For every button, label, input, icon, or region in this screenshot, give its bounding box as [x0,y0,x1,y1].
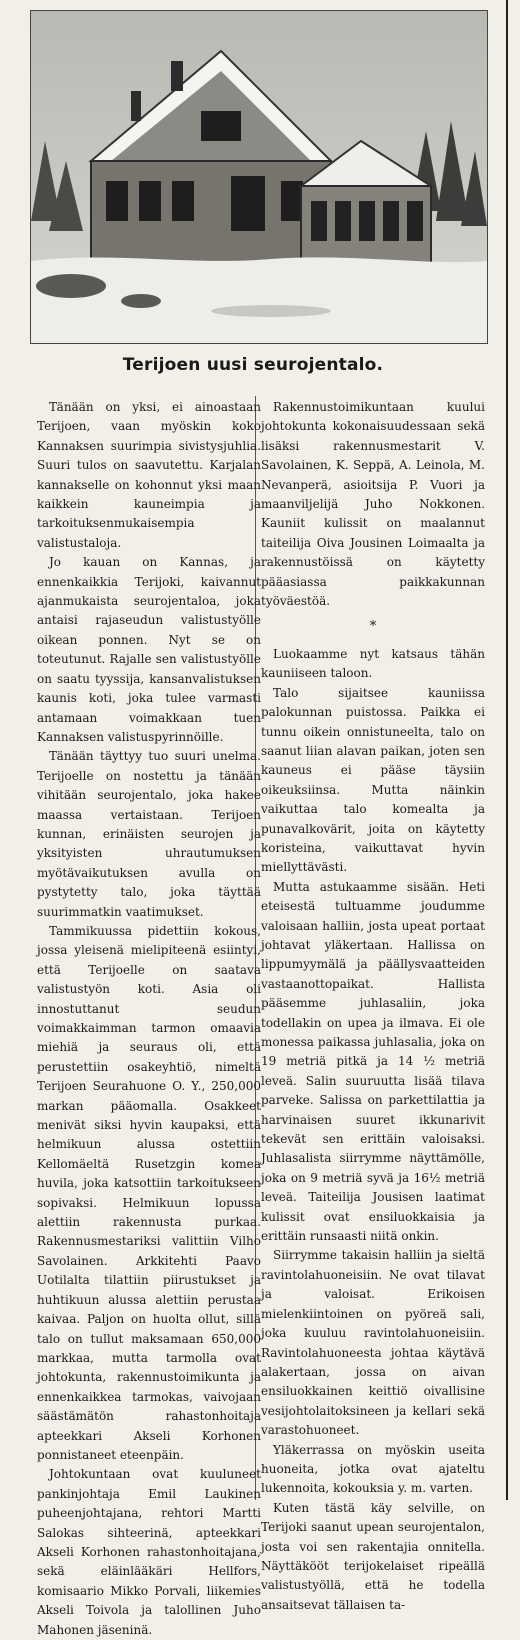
paragraph: Rakennustoimikuntaan kuului johtokunta kokonaisuudessaan sekä lisäksi rakennusmestarit V. Savolainen, K. Seppä, A. Leinola, M. Nevanperä, asioitsija P. Vuori ja maanviljelijä Juho Nokkonen. Kauniit kulissit on maalannut taiteilija Oiva Jousinen Loimaalta ja rakennustöissä on käytetty pääasiassa paikkakunnan työväestöä. [261,400,485,609]
paragraph: Jo kauan on Kannas, ja ennenkaikkia Terijoki, kaivannut ajanmukaista seurojentaloa, joka antaisi rajaseudun valistustyölle oikean ponnen. Nyt se on toteutunut. Rajalle sen valistustyölle on saatu tyyssija, kansanvalistuksen kaunis koti, joka tulee varmasti antamaan voimakkaan tuen Kannaksen valistuspyrinnöille. [37,555,261,744]
building-photo-icon [31,11,487,343]
page-edge-rule [506,0,508,1500]
article-headline: Terijoen uusi seurojentalo. [122,355,384,375]
right-column [261,398,485,1612]
left-column [37,398,261,1637]
paragraph: Talo sijaitsee kauniissa palokunnan puistossa. Paikka ei tunnu oikein onnistuneelta, talo on saanut liian alavan paikan, joten sen kauneus ei pääse täysiin oikeuksiinsa. Mutta näinkin vaikuttaa talo komealta ja punavalkovärit, joita on käytetty koristeina, vaikuttavat hyvin miellyttävästi. [261,685,485,875]
paragraph: Yläkerrassa on myöskin useita huoneita, jotka ovat ajateltu lukennoita, kokouksia y. m. varten. [261,1442,485,1496]
paragraph: Kuten tästä käy selville, on Terijoki saanut upean seurojentalon, josta voi sen rakentajia onnitella. Näyttäkööt terijokelaiset ripeällä valistustyöllä, että he todella ansaitsevat tällaisen ta- [261,1500,485,1612]
section-separator: * [369,619,377,635]
paragraph: Tammikuussa pidettiin kokous, jossa yleisenä mielipiteenä esiintyi, että Terijoelle on saatava valistustyön koti. Asia oli innostuttanut seudun voimakkaimman tarmon omaavia miehiä ja seuraus oli, että perustettiin osakeyhtiö, nimeltä Terijoen Seurahuone O. Y., 250,000 markan pääomalla. Osakkeet menivät siksi hyvin kaupaksi, että helmikuun alussa ostettiin Kellomäeltä Rusetzgin komea huvila, joka katsottiin tarkoitukseen sopivaksi. Helmikuun lopussa alettiin rakennusta purkaa. Rakennusmestariksi valittiin Vilho Savolainen. Arkkitehti Paavo Uotilalta tilattiin piirustukset ja huhtikuun alussa alettiin perustaa kaivaa. Paljon on huolta ollut, sillä talo on tullut maksamaan 650,000 markkaa, mutta tarmolla ovat johtokunta, rakennustoimikunta ja ennenkaikkea tarmokas, vaivojaan säästämätön rahastonhoitaja apteekkari Akseli Korhonen ponnistaneet eteenpäin. [37,923,261,1462]
paragraph: Siirrymme takaisin halliin ja sieltä ravintolahuoneisiin. Ne ovat tilavat ja valoisat. Erikoisen mielenkiintoinen on pyöreä sali, joka kuuluu ravintolahuoneisiin. Ravintolahuoneesta johtaa käytävä alakertaan, jossa on aivan ensiluokkainen keittiö oivallisine vesijohtolaitoksineen ja kellari sekä varastohuoneet. [261,1248,485,1438]
paragraph: Mutta astukaamme sisään. Heti eteisestä tultuamme joudumme valoisaan halliin, josta upeat portaat johtavat yläkertaan. Hallissa on lippumyymälä ja päällysvaatteiden vastaanottopaikat. Hallista pääsemme juhlasaliin, joka todellakin on upea ja ilmava. Ei ole monessa paikassa juhlasalia, joka on 19 metriä pitkä ja 14 ½ metriä leveä. Salin suuruutta lisää tilava parveke. Salissa on parkettilattia ja harvinaisen suuret ikkunarivit tekevät sen erittäin valoisaksi. Juhlasalista siirrymme näyttämölle, joka on 9 metriä syvä ja 16½ metriä leveä. Taiteilija Jousisen laatimat kulissit ovat ensiluokkaisia ja erittäin runsaasti niitä onkin. [261,879,485,1244]
paragraph: Johtokuntaan ovat kuuluneet pankinjohtaja Emil Laukinen puheenjohtajana, rehtori Martti Salokas sihteerinä, apteekkari Akseli Korhonen rahastonhoitajana, sekä eläinlääkäri Hellfors, komisaario Mikko Porvali, liikemies Akseli Toivola ja talollinen Juho Mahonen jäseninä. [37,1467,261,1637]
paragraph: Tänään täyttyy tuo suuri unelma. Terijoelle on nostettu ja tänään vihitään seurojentalo, joka hakee maassa vertaistaan. Terijoen kunnan, erinäisten seurojen ja yksityisten uhrautumuksen myötävaikutuksen avulla on pystytetty talo, joka täyttää suurimmatkin vaatimukset. [37,749,261,919]
building-photo [30,10,488,344]
paragraph: Tänään on yksi, ei ainoastaan Terijoen, vaan myöskin koko Kannaksen suurimpia sivistysjuhlia. Suuri tulos on saavutettu. Karjalan kannakselle on kohonnut yksi maan kaikkein kauneimpia ja tarkoituksenmukaisempia valistustaloja. [37,400,261,550]
paragraph: Luokaamme nyt katsaus tähän kauniiseen taloon. [261,646,485,681]
